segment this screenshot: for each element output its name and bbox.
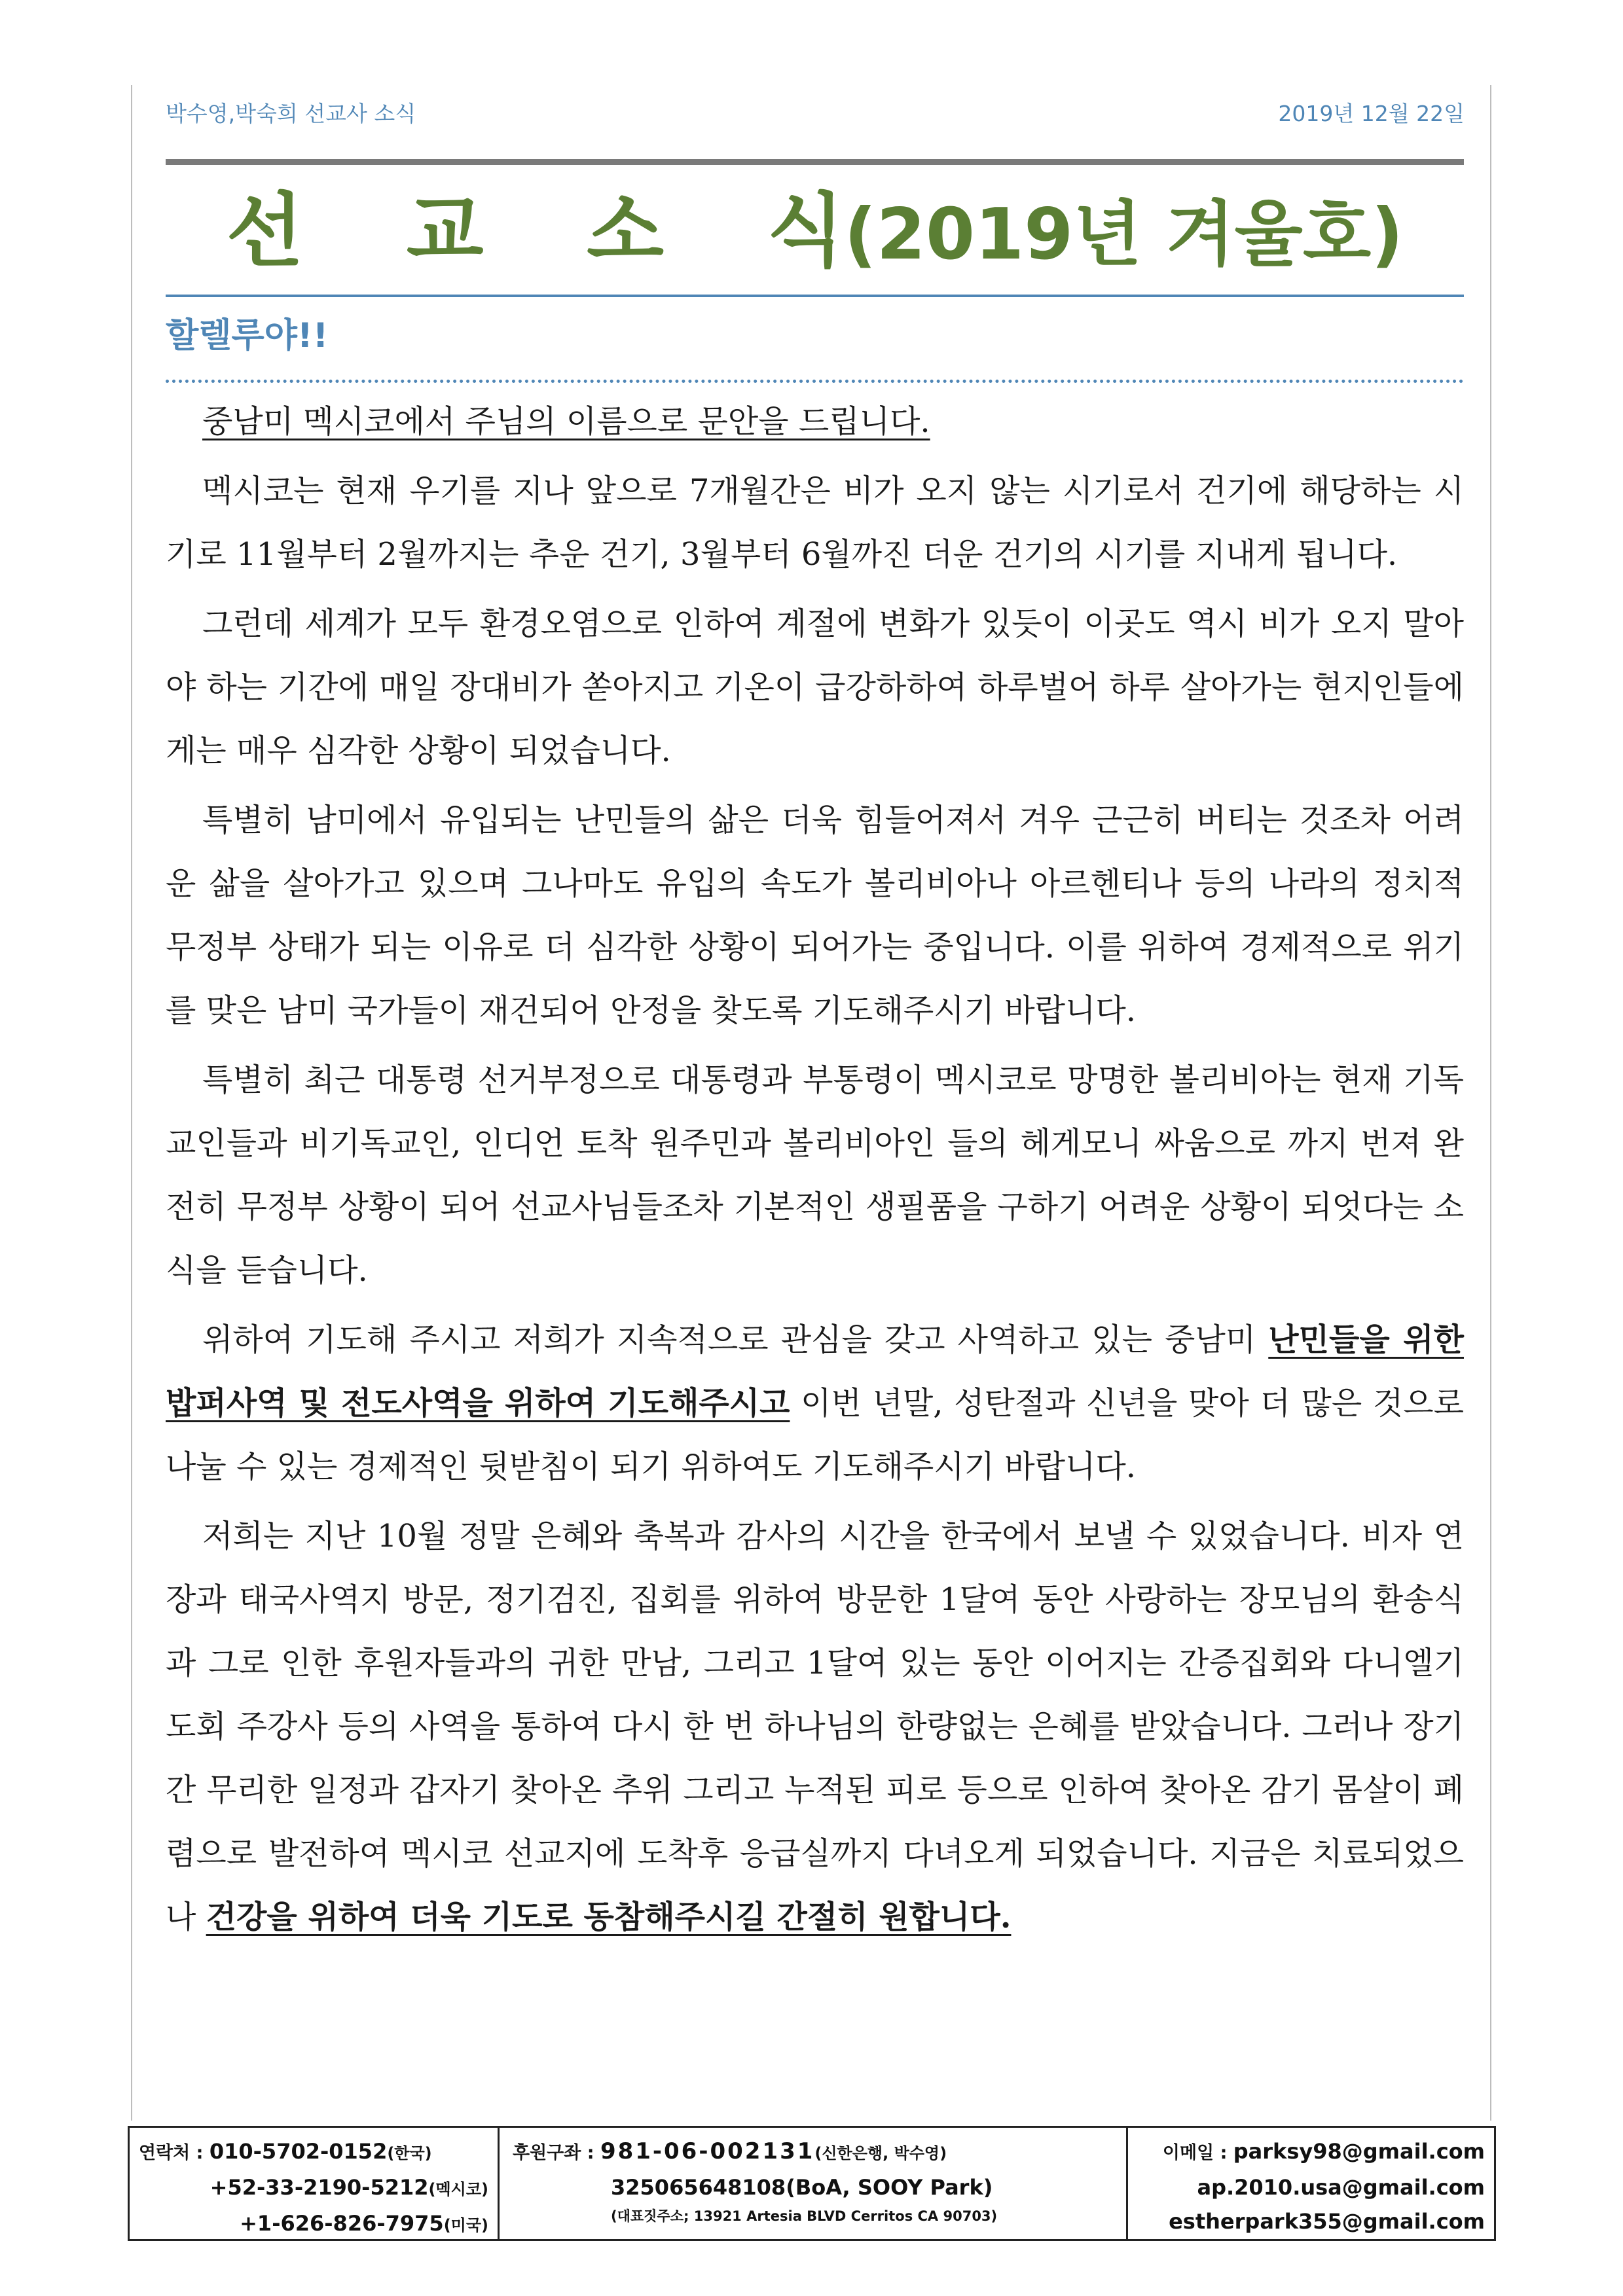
email-link-1[interactable]: parksy98@gmail.com xyxy=(1233,2139,1485,2164)
prayer-text-c: 이번 년말, 성탄절과 신년을 맞아 더 많은 것으로 나눌 수 있는 경제적인 뒷받침이 되기 위하여도 기도해주시기 바랍니다. xyxy=(166,1385,1464,1485)
title-sub: (2019년 겨울호) xyxy=(844,194,1404,276)
greeting-heading: 할렐루야!! xyxy=(166,316,329,355)
phone-korea xyxy=(139,2134,488,2170)
phone-korea-tag: (한국) xyxy=(387,2144,432,2162)
paragraph-prayer-request xyxy=(166,1308,1464,1499)
header-divider xyxy=(166,159,1464,165)
title-main: 선 교 소 식 xyxy=(226,185,845,278)
phone-usa-tag: (미국) xyxy=(443,2216,488,2234)
visit-text: 저희는 지난 10월 정말 은혜와 축복과 감사의 시간을 한국에서 보낼 수 있었습니다. 비자 연장과 태국사역지 방문, 정기검진, 집회를 위하여 방문한 1달여 동안 사랑하는 장모님의 환송식과 그로 인한 후원자들과의 귀한 만남, 그리고 1달여 있는 동안 이어지는 간증집회와 다니엘기도회 주강사 등의 사역을 통하여 다시 한 번 하나님의 한량없는 은혜를 받았습니다. 그러나 장기간 무리한 일정과 갑자기 찾아온 추위 그리고 누적된 피로 등으로 인하여 찾아온 감기 몸살이 폐렴으로 발전하여 멕시코 선교지에 도착후 응급실까지 다녀오게 되었습니다. 지금은 치료되었으나 xyxy=(166,1518,1464,1935)
email-label: 이메일 : xyxy=(1162,2143,1233,2163)
account-korea-bank: (신한은행, 박수영) xyxy=(814,2144,947,2162)
email-link-2[interactable]: ap.2010.usa@gmail.com xyxy=(1197,2175,1485,2200)
paragraph-korea-visit xyxy=(166,1505,1464,1949)
paragraph-bolivia: 특별히 최근 대통령 선거부정으로 대통령과 부통령이 멕시코로 망명한 볼리비아는 현재 기독교인들과 비기독교인, 인디언 토착 원주민과 볼리비아인 들의 헤게모니 싸움으로 까지 번져 완전히 무정부 상황이 되어 선교사님들조차 기본적인 생필품을 구하기 어려운 상황이 되엇다는 소식을 듣습니다. xyxy=(166,1062,1464,1289)
contact-footer xyxy=(128,2126,1496,2241)
prayer-text-a: 위하여 기도해 주시고 저희가 지속적으로 관심을 갖고 사역하고 있는 중남미 xyxy=(202,1321,1269,1358)
phone-korea-number[interactable]: 010-5702-0152 xyxy=(209,2139,388,2164)
page-title xyxy=(166,175,1464,287)
health-prayer-highlight: 건강을 위하여 더욱 기도로 동참해주시길 간절히 원합니다. xyxy=(206,1899,1012,1935)
newsletter-date: 2019년 12월 22일 xyxy=(1278,101,1465,126)
email-link-3[interactable]: estherpark355@gmail.com xyxy=(1169,2209,1485,2234)
account-label: 후원구좌 : xyxy=(513,2143,600,2163)
phone-usa xyxy=(139,2206,488,2242)
phone-usa-number[interactable]: +1-626-826-7975 xyxy=(240,2211,444,2236)
page-frame-right xyxy=(1490,85,1491,2121)
donation-accounts xyxy=(500,2128,1128,2239)
page-frame-left xyxy=(131,85,132,2121)
account-korea xyxy=(513,2134,1117,2170)
paragraph-opening xyxy=(166,390,1464,454)
phone-mexico xyxy=(139,2170,488,2206)
contact-label: 연락처 : xyxy=(139,2143,210,2163)
email-contacts xyxy=(1128,2128,1494,2239)
dotted-divider xyxy=(166,380,1464,383)
mailing-address: (대표짓주소; 13921 Artesia BLVD Cerritos CA 90703) xyxy=(611,2208,998,2224)
phone-mexico-tag: (멕시코) xyxy=(428,2180,488,2198)
email-row-1 xyxy=(1137,2134,1485,2170)
paragraph-dry-season: 멕시코는 현재 우기를 지나 앞으로 7개월간은 비가 오지 않는 시기로서 건기에 해당하는 시기로 11월부터 2월까지는 추운 건기, 3월부터 6월까진 더운 건기의 시기를 지내게 됩니다. xyxy=(166,473,1464,573)
prayer-highlight: 난민들을 위한 밥퍼사역 및 전도사역을 위하여 기도해주시고 xyxy=(166,1321,1464,1422)
paragraph-climate: 그런데 세계가 모두 환경오염으로 인하여 계절에 변화가 있듯이 이곳도 역시 비가 오지 말아야 하는 기간에 매일 장대비가 쏟아지고 기온이 급강하하여 하루벌어 하루 살아가는 현지인들에게는 매우 심각한 상황이 되었습니다. xyxy=(166,605,1464,769)
phone-mexico-number[interactable]: +52-33-2190-5212 xyxy=(210,2175,429,2200)
letter-body xyxy=(166,390,1464,1949)
newsletter-source: 박수영,박숙희 선교사 소식 xyxy=(166,101,416,126)
account-korea-number: 981-06-002131 xyxy=(600,2138,815,2164)
phone-contacts xyxy=(130,2128,500,2239)
title-divider xyxy=(166,295,1464,297)
opening-greeting: 중남미 멕시코에서 주님의 이름으로 문안을 드립니다. xyxy=(202,403,930,440)
paragraph-refugees: 특별히 남미에서 유입되는 난민들의 삶은 더욱 힘들어져서 겨우 근근히 버티는 것조차 어려운 삶을 살아가고 있으며 그나마도 유입의 속도가 볼리비아나 아르헨티나 등의 나라의 정치적 무정부 상태가 되는 이유로 더 심각한 상황이 되어가는 중입니다. 이를 위하여 경제적으로 위기를 맞은 남미 국가들이 재건되어 안정을 찾도록 기도해주시기 바랍니다. xyxy=(166,802,1464,1029)
account-usa: 325065648108(BoA, SOOY Park) xyxy=(611,2175,993,2200)
